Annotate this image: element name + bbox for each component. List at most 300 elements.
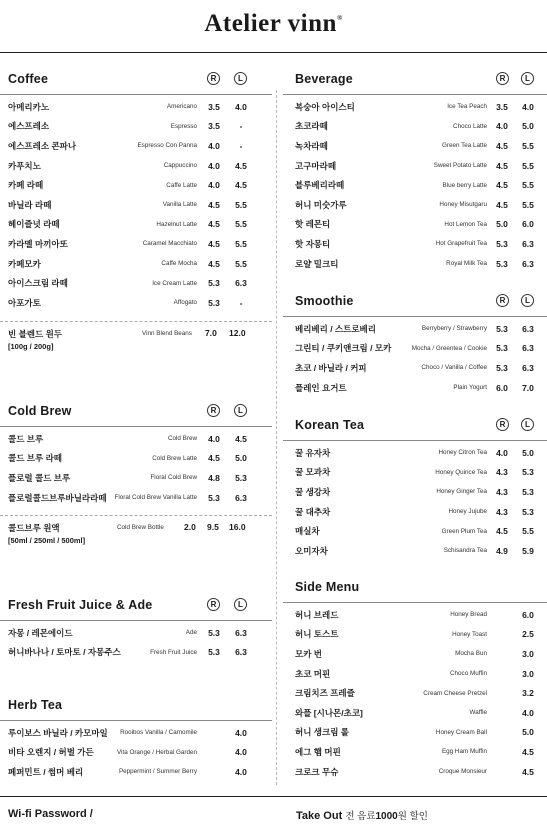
menu-item bbox=[283, 605, 547, 625]
item-name-ko: 페퍼민트 / 썸머 베리 bbox=[8, 766, 84, 777]
price-regular: 5.3 bbox=[208, 627, 220, 638]
item-name-en: Cold Brew Bottle bbox=[117, 524, 164, 532]
item-name-en: Fresh Fruit Juice bbox=[150, 648, 197, 656]
menu-item bbox=[0, 762, 272, 782]
item-name-ko: 녹차라떼 bbox=[295, 140, 328, 151]
menu-list bbox=[0, 97, 272, 313]
item-name-ko: 허니 브레드 bbox=[295, 609, 339, 620]
menu-item bbox=[283, 683, 547, 703]
item-name-en: Hot Grapefruit Tea bbox=[435, 240, 487, 248]
section-herb-tea bbox=[0, 692, 272, 782]
menu-item bbox=[283, 541, 547, 561]
price-large: 5.5 bbox=[522, 160, 534, 171]
top-rule bbox=[0, 52, 547, 53]
menu-item bbox=[283, 463, 547, 483]
price-regular: 5.3 bbox=[496, 238, 508, 249]
item-name-ko: 오미자차 bbox=[295, 545, 328, 556]
price-regular: 5.3 bbox=[496, 343, 508, 354]
item-name-en: Sweet Potato Latte bbox=[433, 162, 487, 170]
item-name-en: Blue berry Latte bbox=[442, 181, 487, 189]
item-name-en: Egg Ham Muffin bbox=[441, 748, 487, 756]
price-large: 5.5 bbox=[235, 219, 247, 230]
item-name-en: Vinn Blend Beans bbox=[142, 329, 192, 337]
item-name-ko: 플로럴콜드브루바닐라라떼 bbox=[8, 492, 107, 503]
price-regular: 4.5 bbox=[208, 238, 220, 249]
item-name-en: Cappuccino bbox=[163, 162, 197, 170]
item-name-ko: 꿀 모과차 bbox=[295, 467, 331, 478]
price: 4.5 bbox=[522, 746, 534, 757]
menu-item bbox=[0, 254, 272, 274]
section-rule bbox=[0, 620, 272, 621]
menu-item bbox=[0, 743, 272, 763]
price-regular: 4.5 bbox=[496, 180, 508, 191]
menu-item bbox=[283, 723, 547, 743]
section-title: Beverage bbox=[295, 72, 353, 86]
section-header bbox=[0, 692, 272, 718]
item-name-ko: 베리베리 / 스트로베리 bbox=[295, 323, 376, 334]
menu-item bbox=[283, 136, 547, 156]
price-large: 5.3 bbox=[522, 467, 534, 478]
section-title: Korean Tea bbox=[295, 418, 365, 432]
item-name-en: Choco Muffin bbox=[450, 670, 487, 678]
menu-item bbox=[283, 625, 547, 645]
section-smoothie bbox=[283, 288, 547, 397]
item-name-en: Green Tea Latte bbox=[441, 142, 487, 150]
item-volumes: [50ml / 250ml / 500ml] bbox=[8, 536, 86, 546]
price-regular: 5.3 bbox=[496, 258, 508, 269]
price-large: 6.3 bbox=[235, 627, 247, 638]
size-regular-icon: R bbox=[496, 72, 509, 85]
column-divider bbox=[276, 90, 277, 785]
item-name-en: Vita Orange / Herbal Garden bbox=[116, 748, 197, 756]
item-name-ko: 초코라떼 bbox=[295, 121, 328, 132]
item-name-en: Peppermint / Summer Berry bbox=[118, 768, 197, 776]
price-regular: 3.5 bbox=[208, 121, 220, 132]
menu-item bbox=[283, 664, 547, 684]
item-name-ko: 비타 오렌지 / 허벌 가든 bbox=[8, 747, 94, 758]
price-large: 5.0 bbox=[522, 447, 534, 458]
price: 4.0 bbox=[235, 747, 247, 758]
menu-item bbox=[283, 378, 547, 398]
item-name-en: Waffle bbox=[469, 709, 487, 717]
price: 4.0 bbox=[235, 727, 247, 738]
menu-item bbox=[0, 215, 272, 235]
item-name-en: Hot Lemon Tea bbox=[444, 220, 487, 228]
price-regular: 4.0 bbox=[208, 140, 220, 151]
price-regular: 4.0 bbox=[496, 447, 508, 458]
size-large-icon: L bbox=[521, 72, 534, 85]
menu-item bbox=[283, 762, 547, 782]
item-name-en: Espresso Con Panna bbox=[137, 142, 197, 150]
price-large: 5.5 bbox=[235, 258, 247, 269]
price-large: 5.3 bbox=[235, 472, 247, 483]
price-large: 5.5 bbox=[522, 199, 534, 210]
item-name-en: Royal Milk Tea bbox=[446, 260, 487, 268]
menu-item bbox=[0, 429, 272, 449]
price: 2.5 bbox=[522, 629, 534, 640]
menu-item bbox=[283, 521, 547, 541]
item-name-en: Honey Quince Tea bbox=[435, 468, 487, 476]
price-regular: 5.3 bbox=[208, 492, 220, 503]
menu-item bbox=[283, 443, 547, 463]
price-large: 6.3 bbox=[522, 362, 534, 373]
item-name-en: Americano bbox=[166, 103, 197, 111]
price-regular: 4.5 bbox=[496, 199, 508, 210]
item-name-ko: 복숭아 아이스티 bbox=[295, 101, 355, 112]
item-name-en: Mocha Bun bbox=[455, 650, 487, 658]
section-rule bbox=[0, 94, 272, 95]
price-large: 12.0 bbox=[229, 327, 246, 338]
section-header bbox=[0, 398, 272, 424]
price-regular: 5.3 bbox=[208, 278, 220, 289]
menu-item bbox=[0, 136, 272, 156]
menu-list bbox=[283, 443, 547, 561]
price-large: 6.0 bbox=[522, 219, 534, 230]
section-header bbox=[283, 288, 547, 314]
item-name-en: Floral Cold Brew Vanilla Latte bbox=[114, 494, 197, 502]
price-large: 6.3 bbox=[522, 343, 534, 354]
item-name-ko: 플레인 요거트 bbox=[295, 382, 347, 393]
item-name-en: Choco Latte bbox=[453, 122, 487, 130]
price-regular: 4.3 bbox=[496, 486, 508, 497]
size-large-icon: L bbox=[521, 294, 534, 307]
price-large: 6.3 bbox=[235, 278, 247, 289]
price-regular: 4.5 bbox=[496, 140, 508, 151]
takeout-label: Take Out bbox=[296, 810, 343, 822]
price-regular: 4.5 bbox=[208, 453, 220, 464]
menu-item bbox=[0, 643, 272, 663]
price-large: 6.3 bbox=[522, 238, 534, 249]
price-regular: 4.3 bbox=[496, 467, 508, 478]
item-name-ko: 에스프레소 콘파나 bbox=[8, 140, 77, 151]
section-beverage bbox=[283, 66, 547, 273]
price-large: - bbox=[239, 121, 243, 132]
menu-item-bottle bbox=[0, 516, 272, 552]
item-name-ko: 아포가토 bbox=[8, 297, 41, 308]
item-name-en: Honey Jujube bbox=[448, 508, 487, 516]
size-large-icon: L bbox=[234, 404, 247, 417]
price-large: 16.0 bbox=[229, 522, 246, 533]
takeout-text-a: 전 음료 bbox=[345, 811, 376, 822]
size-regular-icon: R bbox=[207, 404, 220, 417]
menu-item bbox=[283, 339, 547, 359]
item-name-ko: 헤이즐넛 라떼 bbox=[8, 219, 60, 230]
menu-item bbox=[283, 97, 547, 117]
menu-item bbox=[283, 117, 547, 137]
price-large: 6.3 bbox=[235, 647, 247, 658]
item-name-en: Cream Cheese Pretzel bbox=[423, 689, 487, 697]
menu-item bbox=[283, 254, 547, 274]
item-name-en: Croque Monsieur bbox=[438, 768, 487, 776]
item-name-en: Green Plum Tea bbox=[441, 527, 487, 535]
price-regular: 4.5 bbox=[496, 526, 508, 537]
price-large: 4.5 bbox=[235, 433, 247, 444]
menu-item bbox=[283, 215, 547, 235]
menu-list bbox=[283, 97, 547, 273]
item-name-en: Honey Citron Tea bbox=[438, 449, 487, 457]
section-title: Side Menu bbox=[295, 580, 360, 594]
price-regular: 4.5 bbox=[496, 160, 508, 171]
item-name-ko: 초코 머핀 bbox=[295, 668, 331, 679]
item-name-ko: 카라멜 마끼아또 bbox=[8, 238, 68, 249]
price-regular: 4.0 bbox=[208, 433, 220, 444]
item-name-ko: 빈 블렌드 원두 bbox=[8, 328, 62, 339]
price-regular: 5.0 bbox=[496, 219, 508, 230]
item-name-ko: 꿀 생강차 bbox=[295, 486, 331, 497]
price: 3.0 bbox=[522, 648, 534, 659]
section-rule bbox=[283, 94, 547, 95]
price-large: 7.0 bbox=[522, 382, 534, 393]
price-large: 5.5 bbox=[522, 140, 534, 151]
menu-item bbox=[283, 358, 547, 378]
item-name-en: Affogato bbox=[173, 299, 197, 307]
item-name-ko: 블루베리라떼 bbox=[295, 180, 345, 191]
item-name-ko: 허니 토스트 bbox=[295, 629, 339, 640]
item-name-en: Berryberry / Strawberry bbox=[421, 325, 487, 333]
menu-item bbox=[0, 723, 272, 743]
menu-list bbox=[283, 319, 547, 397]
price-regular: 5.3 bbox=[208, 297, 220, 308]
price-regular: 4.0 bbox=[496, 121, 508, 132]
section-header bbox=[283, 574, 547, 600]
item-name-en: Cold Brew bbox=[167, 435, 197, 443]
section-rule bbox=[0, 426, 272, 427]
item-name-en: Schisandra Tea bbox=[443, 547, 487, 555]
menu-item bbox=[283, 482, 547, 502]
price-regular: 4.0 bbox=[208, 160, 220, 171]
item-name-en: Ice Tea Peach bbox=[447, 103, 487, 111]
menu-item bbox=[0, 449, 272, 469]
menu-item bbox=[0, 234, 272, 254]
menu-list bbox=[0, 623, 272, 662]
price-large: - bbox=[239, 140, 243, 151]
item-name-en: Honey Toast bbox=[452, 630, 487, 638]
price-regular: 3.5 bbox=[496, 101, 508, 112]
size-regular-icon: R bbox=[207, 598, 220, 611]
menu-item bbox=[283, 175, 547, 195]
item-name-ko: 콜드브루 원액 bbox=[8, 523, 60, 534]
section-cold-brew bbox=[0, 398, 272, 552]
section-coffee bbox=[0, 66, 272, 358]
price-regular: 6.0 bbox=[496, 382, 508, 393]
item-name-en: Caramel Macchiato bbox=[142, 240, 197, 248]
item-name-en: Ade bbox=[185, 629, 197, 637]
item-name-ko: 콜드 브루 bbox=[8, 433, 44, 444]
item-name-ko: 초코 / 바닐라 / 커피 bbox=[295, 362, 367, 373]
price-large: 4.5 bbox=[235, 180, 247, 191]
menu-item bbox=[283, 156, 547, 176]
price-regular: 4.5 bbox=[208, 258, 220, 269]
section-rule bbox=[0, 720, 272, 721]
item-name-ko: 허니바나나 / 토마토 / 자몽주스 bbox=[8, 647, 121, 658]
menu-item bbox=[0, 156, 272, 176]
menu-item bbox=[0, 468, 272, 488]
size-large-icon: L bbox=[234, 72, 247, 85]
price-regular: 4.8 bbox=[208, 472, 220, 483]
price-regular: 5.3 bbox=[496, 323, 508, 334]
menu-item bbox=[283, 234, 547, 254]
menu-item bbox=[283, 502, 547, 522]
price-large: 6.3 bbox=[522, 258, 534, 269]
price-small: 2.0 bbox=[184, 522, 196, 533]
section-header bbox=[0, 66, 272, 92]
item-name-ko: 모카 번 bbox=[295, 648, 322, 659]
menu-item bbox=[283, 742, 547, 762]
menu-item-beans bbox=[0, 322, 272, 358]
section-rule bbox=[283, 602, 547, 603]
size-large-icon: L bbox=[234, 598, 247, 611]
price: 3.2 bbox=[522, 688, 534, 699]
section-header bbox=[283, 412, 547, 438]
price-large: 5.3 bbox=[522, 506, 534, 517]
item-name-ko: 로얄 밀크티 bbox=[295, 258, 339, 269]
item-name-en: Honey Cream Ball bbox=[435, 728, 487, 736]
price: 6.0 bbox=[522, 609, 534, 620]
item-weights: [100g / 200g] bbox=[8, 341, 54, 351]
menu-list bbox=[0, 429, 272, 507]
item-name-ko: 에그 햄 머핀 bbox=[295, 746, 341, 757]
brand-name: Atelier vinn bbox=[204, 10, 337, 37]
size-regular-icon: R bbox=[496, 418, 509, 431]
price-large: 5.5 bbox=[522, 526, 534, 537]
item-name-ko: 카푸치노 bbox=[8, 160, 41, 171]
item-name-en: Honey Ginger Tea bbox=[436, 488, 487, 496]
takeout-amount: 1000 bbox=[375, 811, 398, 822]
price-regular: 5.3 bbox=[496, 362, 508, 373]
item-name-en: Espresso bbox=[170, 122, 197, 130]
menu-item bbox=[0, 117, 272, 137]
section-header bbox=[0, 592, 272, 618]
item-name-ko: 크로크 무슈 bbox=[295, 766, 339, 777]
menu-item bbox=[283, 319, 547, 339]
item-name-ko: 자몽 / 레몬에이드 bbox=[8, 627, 73, 638]
item-name-ko: 아메리카노 bbox=[8, 101, 50, 112]
item-name-ko: 꿀 대추차 bbox=[295, 506, 331, 517]
price-regular: 4.0 bbox=[208, 180, 220, 191]
size-regular-icon: R bbox=[207, 72, 220, 85]
price-large: 5.0 bbox=[235, 453, 247, 464]
item-name-ko: 허니 미숫가루 bbox=[295, 199, 347, 210]
menu-item bbox=[0, 175, 272, 195]
item-name-ko: 핫 자몽티 bbox=[295, 238, 331, 249]
item-name-ko: 그린티 / 쿠키앤크림 / 모카 bbox=[295, 343, 392, 354]
item-name-ko: 플로럴 콜드 브루 bbox=[8, 472, 71, 483]
price: 3.0 bbox=[522, 668, 534, 679]
footer-rule bbox=[0, 796, 547, 797]
section-title: Herb Tea bbox=[8, 698, 63, 712]
price-regular: 4.5 bbox=[208, 199, 220, 210]
price-regular: 4.9 bbox=[496, 545, 508, 556]
section-rule bbox=[283, 440, 547, 441]
menu-item bbox=[0, 195, 272, 215]
price-large: - bbox=[239, 297, 243, 308]
item-name-ko: 허니 생크림 롤 bbox=[295, 727, 349, 738]
price-regular: 4.5 bbox=[208, 219, 220, 230]
section-rule bbox=[283, 316, 547, 317]
price-regular: 3.5 bbox=[208, 101, 220, 112]
item-name-ko: 크림치즈 프레즐 bbox=[295, 688, 355, 699]
item-name-ko: 바닐라 라떼 bbox=[8, 199, 52, 210]
menu-item bbox=[0, 488, 272, 508]
menu-item bbox=[283, 195, 547, 215]
item-name-ko: 와플 [시나몬/초코] bbox=[295, 707, 363, 718]
item-name-ko: 콜드 브루 라떼 bbox=[8, 453, 62, 464]
item-name-en: Ice Cream Latte bbox=[152, 279, 197, 287]
item-name-ko: 핫 레몬티 bbox=[295, 219, 331, 230]
price-large: 4.5 bbox=[235, 160, 247, 171]
item-name-en: Hazelnut Latte bbox=[156, 220, 197, 228]
price: 4.0 bbox=[235, 766, 247, 777]
section-korean-tea bbox=[283, 412, 547, 561]
menu-item bbox=[0, 293, 272, 313]
menu-item bbox=[0, 273, 272, 293]
item-name-en: Plain Yogurt bbox=[453, 384, 487, 392]
section-title: Fresh Fruit Juice & Ade bbox=[8, 598, 153, 612]
item-name-en: Honey Misutgaru bbox=[439, 201, 487, 209]
size-large-icon: L bbox=[521, 418, 534, 431]
price-regular: 5.3 bbox=[208, 647, 220, 658]
item-name-en: Rooibos Vanilla / Camomile bbox=[120, 729, 197, 737]
item-name-ko: 꿀 유자차 bbox=[295, 447, 331, 458]
takeout-notice bbox=[296, 808, 428, 822]
item-name-en: Floral Cold Brew bbox=[150, 474, 197, 482]
registered-mark: ® bbox=[336, 14, 343, 22]
item-name-ko: 에스프레소 bbox=[8, 121, 50, 132]
takeout-text-b: 원 할인 bbox=[397, 811, 428, 822]
item-name-en: Caffe Latte bbox=[166, 181, 197, 189]
item-name-en: Honey Bread bbox=[450, 611, 487, 619]
price-large: 5.0 bbox=[522, 121, 534, 132]
price: 5.0 bbox=[522, 727, 534, 738]
section-title: Cold Brew bbox=[8, 404, 72, 418]
menu-list bbox=[0, 723, 272, 782]
item-name-ko: 고구마라떼 bbox=[295, 160, 337, 171]
price-large: 5.9 bbox=[522, 545, 534, 556]
price-large: 5.5 bbox=[522, 180, 534, 191]
price: 4.0 bbox=[522, 707, 534, 718]
price-large: 6.3 bbox=[235, 492, 247, 503]
size-regular-icon: R bbox=[496, 294, 509, 307]
section-title: Smoothie bbox=[295, 294, 354, 308]
section-juice bbox=[0, 592, 272, 662]
price-large: 5.5 bbox=[235, 199, 247, 210]
item-name-ko: 매실차 bbox=[295, 526, 320, 537]
section-side-menu bbox=[283, 574, 547, 781]
item-name-en: Vanilla Latte bbox=[162, 201, 197, 209]
price-large: 4.0 bbox=[235, 101, 247, 112]
menu-item bbox=[283, 703, 547, 723]
section-header bbox=[283, 66, 547, 92]
price-small: 7.0 bbox=[205, 327, 217, 338]
price-large: 5.5 bbox=[235, 238, 247, 249]
menu-item bbox=[0, 623, 272, 643]
price-regular: 4.3 bbox=[496, 506, 508, 517]
menu-item bbox=[283, 644, 547, 664]
price-medium: 9.5 bbox=[207, 522, 219, 533]
item-name-ko: 루이보스 바닐라 / 카모마일 bbox=[8, 727, 108, 738]
price-large: 5.3 bbox=[522, 486, 534, 497]
item-name-en: Caffe Mocha bbox=[161, 260, 197, 268]
item-name-ko: 카페 라떼 bbox=[8, 180, 44, 191]
item-name-ko: 아이스크림 라떼 bbox=[8, 278, 68, 289]
menu-item bbox=[0, 97, 272, 117]
price-large: 6.3 bbox=[522, 323, 534, 334]
section-title: Coffee bbox=[8, 72, 49, 86]
price-large: 4.0 bbox=[522, 101, 534, 112]
item-name-ko: 카페모카 bbox=[8, 258, 41, 269]
menu-list bbox=[283, 605, 547, 781]
wifi-password: Wi-fi Password / bbox=[8, 808, 93, 820]
